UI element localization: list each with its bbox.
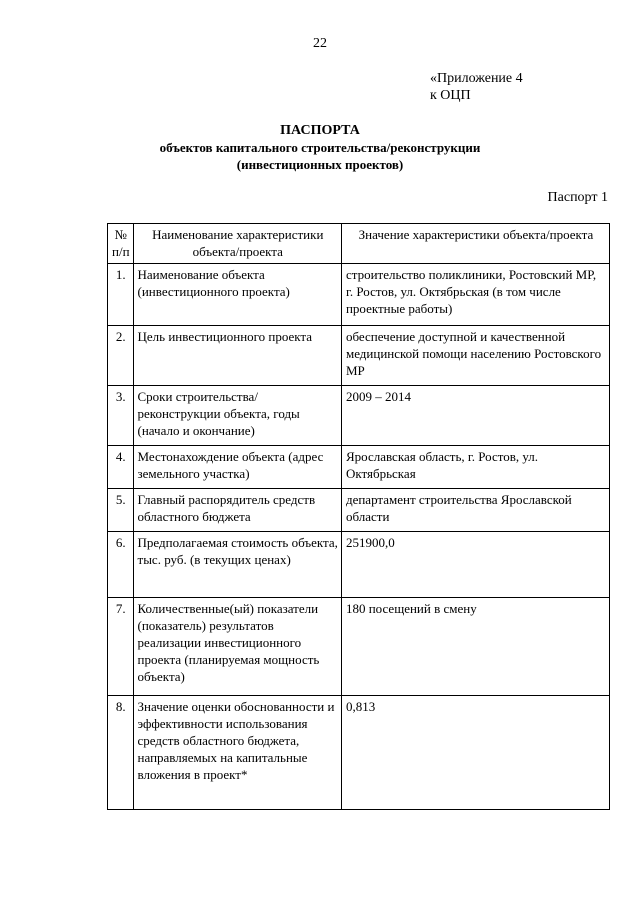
row-num: 6. bbox=[108, 532, 134, 598]
row-num: 4. bbox=[108, 446, 134, 489]
row-value: строительство поликлиники, Ростовский МР, г. Ростов, ул. Октябрьская (в том числе проектные работы) bbox=[341, 264, 609, 326]
annex-reference bbox=[430, 70, 523, 104]
row-name: Значение оценки обоснованности и эффективности использования средств областного бюджета, направляемых на капитальные вложения в проект* bbox=[133, 696, 341, 810]
row-name: Главный распорядитель средств областного бюджета bbox=[133, 489, 341, 532]
row-value: 2009 – 2014 bbox=[341, 386, 609, 446]
table-row bbox=[108, 264, 610, 326]
page-number: 22 bbox=[313, 36, 327, 51]
passport-table bbox=[107, 223, 610, 810]
table-row bbox=[108, 326, 610, 386]
table-row bbox=[108, 446, 610, 489]
row-value: Ярославская область, г. Ростов, ул. Октябрьская bbox=[341, 446, 609, 489]
row-value: 251900,0 bbox=[341, 532, 609, 598]
table-row bbox=[108, 532, 610, 598]
table-row bbox=[108, 489, 610, 532]
row-name: Количественные(ый) показатели (показатель) результатов реализации инвестиционного проекта (планируемая мощность объекта) bbox=[133, 598, 341, 696]
row-value: 0,813 bbox=[341, 696, 609, 810]
table-row bbox=[108, 696, 610, 810]
row-value: департамент строительства Ярославской области bbox=[341, 489, 609, 532]
row-name: Сроки строительства/реконструкции объекта, годы (начало и окончание) bbox=[133, 386, 341, 446]
row-name: Предполагаемая стоимость объекта, тыс. руб. (в текущих ценах) bbox=[133, 532, 341, 598]
table-header-row bbox=[108, 224, 610, 264]
row-num: 2. bbox=[108, 326, 134, 386]
passport-label: Паспорт 1 bbox=[547, 190, 608, 205]
document-subtitle-line-1: объектов капитального строительства/реконструкции bbox=[159, 140, 481, 155]
row-num: 5. bbox=[108, 489, 134, 532]
row-name: Наименование объекта (инвестиционного проекта) bbox=[133, 264, 341, 326]
row-num: 1. bbox=[108, 264, 134, 326]
header-num: № п/п bbox=[108, 224, 134, 264]
table-row bbox=[108, 598, 610, 696]
row-num: 8. bbox=[108, 696, 134, 810]
row-num: 3. bbox=[108, 386, 134, 446]
table-row bbox=[108, 386, 610, 446]
annex-line-2: к ОЦП bbox=[430, 88, 471, 103]
row-name: Цель инвестиционного проекта bbox=[133, 326, 341, 386]
annex-line-1: «Приложение 4 bbox=[430, 71, 523, 86]
header-name: Наименование характеристики объекта/проекта bbox=[133, 224, 341, 264]
row-name: Местонахождение объекта (адрес земельного участка) bbox=[133, 446, 341, 489]
header-value: Значение характеристики объекта/проекта bbox=[341, 224, 609, 264]
document-subtitle-line-2: (инвестиционных проектов) bbox=[236, 157, 404, 172]
document-title: ПАСПОРТА bbox=[280, 123, 360, 138]
row-value: 180 посещений в смену bbox=[341, 598, 609, 696]
row-value: обеспечение доступной и качественной медицинской помощи населению Ростовского МР bbox=[341, 326, 609, 386]
row-num: 7. bbox=[108, 598, 134, 696]
